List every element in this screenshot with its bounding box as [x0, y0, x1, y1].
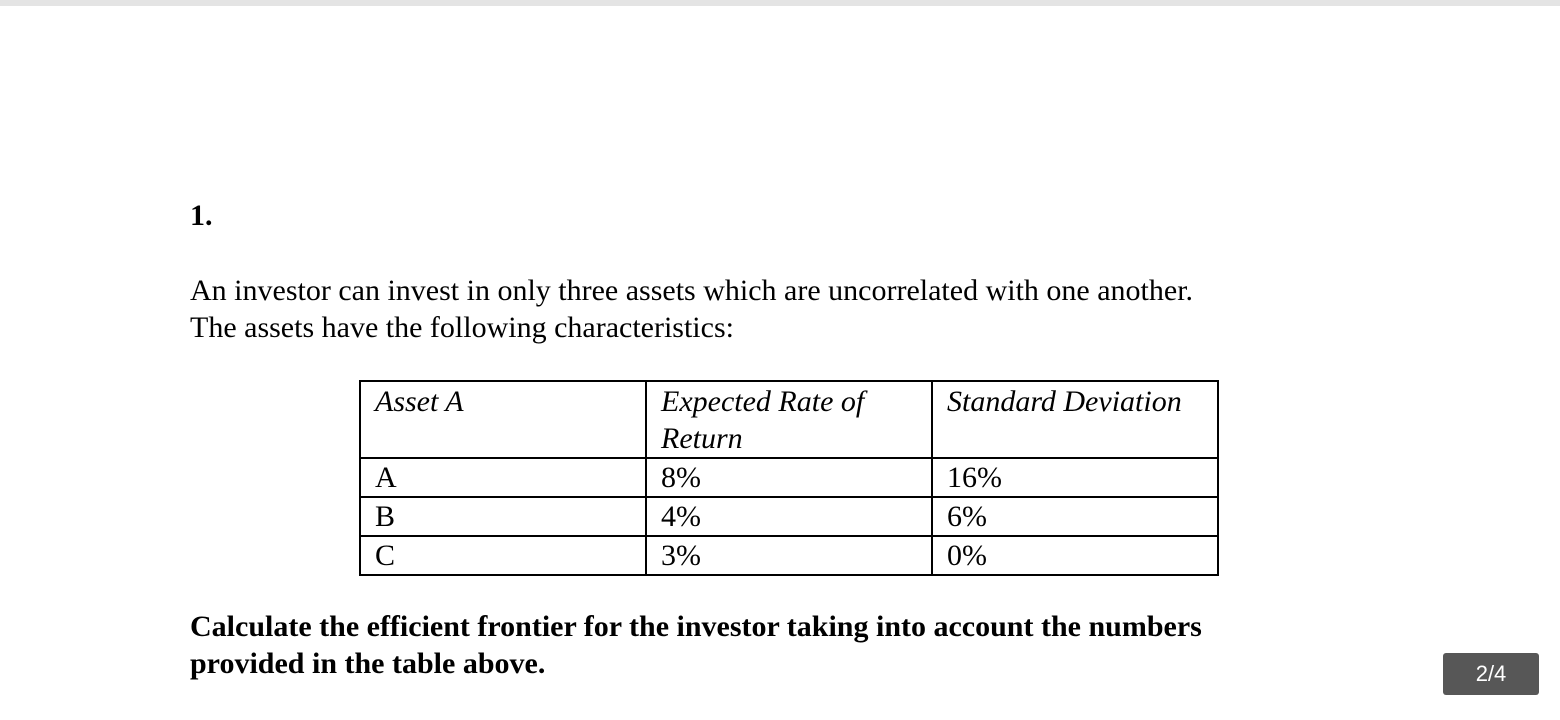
cell-std-dev: 16%: [932, 458, 1218, 497]
cell-asset: A: [360, 458, 646, 497]
cell-asset: C: [360, 536, 646, 575]
asset-table: [359, 380, 1219, 576]
cell-return: 8%: [646, 458, 932, 497]
table-row: [360, 536, 1218, 575]
intro-line: The assets have the following characteristics:: [190, 311, 734, 344]
cell-return: 3%: [646, 536, 932, 575]
cell-asset: B: [360, 497, 646, 536]
header-expected-return: Expected Rate of Return: [646, 381, 932, 458]
page-indicator: 2/4: [1443, 653, 1539, 695]
cell-std-dev: 0%: [932, 536, 1218, 575]
task-line: provided in the table above.: [190, 647, 546, 680]
table-header-row: [360, 381, 1218, 458]
question-task: [190, 608, 1340, 682]
header-asset: Asset A: [360, 381, 646, 458]
table-row: [360, 497, 1218, 536]
top-border: [0, 0, 1560, 6]
cell-return: 4%: [646, 497, 932, 536]
header-standard-deviation: Standard Deviation: [932, 381, 1218, 458]
question-intro: [190, 272, 1340, 346]
intro-line: An investor can invest in only three assets which are uncorrelated with one another.: [190, 274, 1194, 307]
cell-std-dev: 6%: [932, 497, 1218, 536]
task-line: Calculate the efficient frontier for the investor taking into account the numbers: [190, 610, 1202, 643]
question-number: 1.: [190, 199, 213, 232]
table-row: [360, 458, 1218, 497]
